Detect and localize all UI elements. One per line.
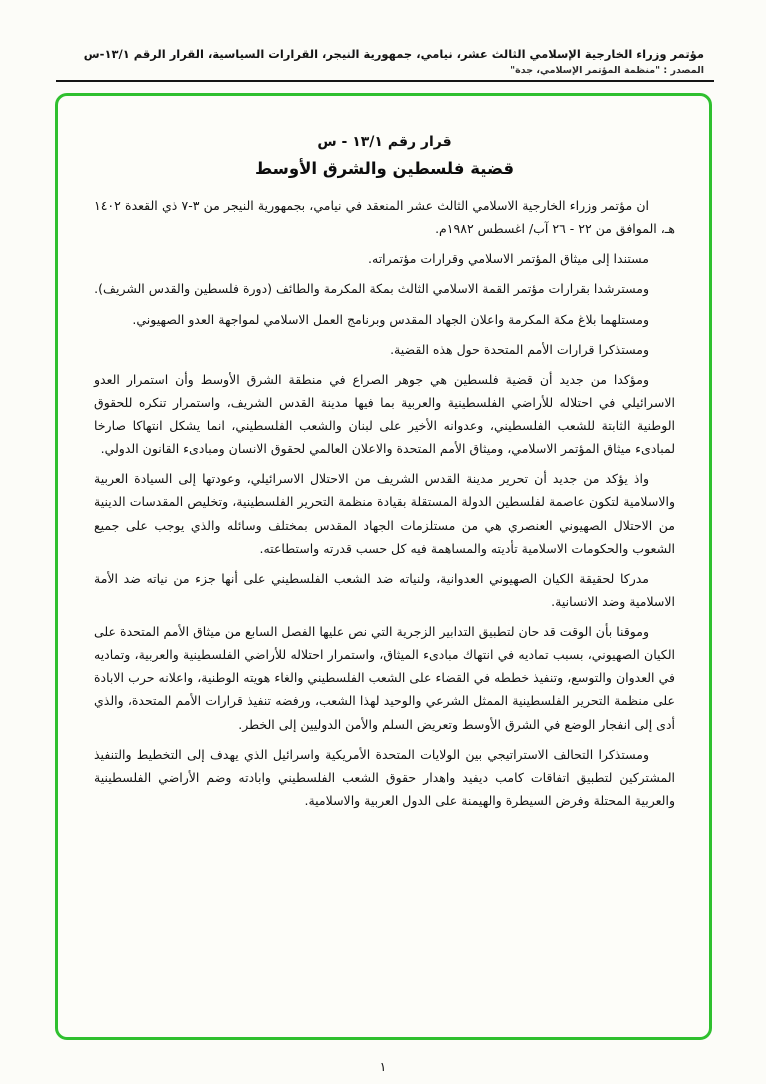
paragraph-strategic-alliance: ومستذكرا التحالف الاستراتيجي بين الولايات المتحدة الأمريكية واسرائيل الذي يهدف إلى التخطيط والتنفيذ المشتركين لتطبيق اتفاقات كامب ديفيد واهدار حقوق الشعب الفلسطيني وابادته وضم الأراضي الفلسطينية والعربية المحتلة وفرض السيطرة والهيمنة على الدول العربية والاسلامية. [94, 746, 675, 808]
paragraph-zionist-intentions: مدركا لحقيقة الكيان الصهيوني العدوانية، ولنياته ضد الشعب الفلسطيني على أنها جزء من نياته ضد الأمة الاسلامية وضد الانسانية. [94, 570, 675, 609]
document-frame [55, 93, 712, 1040]
header-citation-line: مؤتمر وزراء الخارجية الإسلامي الثالث عشر، نيامي، جمهورية النيجر، القرارات السياسية، القرار الرقم ١٣/١-س [83, 47, 704, 61]
resolution-number-title: قرار رقم ١٣/١ - س [317, 134, 452, 150]
paragraph-core-conflict: ومؤكدا من جديد أن قضية فلسطين هي جوهر الصراع في منطقة الشرق الأوسط وأن استمرار العدو الاسرائيلي في احتلاله للأراضي الفلسطينية والعربية بما فيها مدينة القدس الشريف، واستمرار تنكره للحقوق الوطنية الثابتة للشعب الفلسطيني، وعدوانه الأخير على لبنان والشعب الفلسطيني، انما يشكل انتهاكا صارخا لمبادىء ميثاق المؤتمر الاسلامي، وميثاق الأمم المتحدة والاعلان العالمي لحقوق الانسان ومبادىء القانون الدولي. [94, 371, 675, 457]
paragraph-un-resolutions: ومستذكرا قرارات الأمم المتحدة حول هذه القضية. [390, 341, 649, 357]
paragraph-charter-basis: مستندا إلى ميثاق المؤتمر الاسلامي وقرارات مؤتمراته. [368, 251, 649, 267]
paragraph-summit-guidance: ومسترشدا بقرارات مؤتمر القمة الاسلامي الثالث بمكة المكرمة والطائف (دورة فلسطين والقدس الشريف). [94, 281, 649, 297]
paragraph-jerusalem-liberation: واذ يؤكد من جديد أن تحرير مدينة القدس الشريف من الاحتلال الاسرائيلي، وعودتها إلى السيادة العربية والاسلامية لتكون عاصمة لفلسطين الدولة المستقلة بقيادة منظمة التحرير الفلسطينية، وتخليص المقدسات الدينية من الاحتلال الصهيوني العنصري هي من مستلزمات الجهاد المقدس بمختلف وسائله والذي يوجب على جميع الشعوب والحكومات الاسلامية تأديته والمساهمة فيه كل حسب قدرته واستطاعته. [94, 471, 675, 556]
header-divider [56, 80, 714, 82]
resolution-body [94, 194, 675, 812]
resolution-subject-title: قضية فلسطين والشرق الأوسط [254, 159, 515, 178]
document-header [58, 46, 704, 76]
paragraph-preamble: ان مؤتمر وزراء الخارجية الاسلامي الثالث عشر المنعقد في نيامي، بجمهورية النيجر من ٣-٧ ذي القعدة ١٤٠٢ هـ، الموافق من ٢٢ - ٢٦ آب/ اغسطس ١٩٨٢م. [94, 198, 675, 237]
page-number: ١ [379, 1059, 387, 1074]
paragraph-mecca-declaration: ومستلهما بلاغ مكة المكرمة واعلان الجهاد المقدس وبرنامج العمل الاسلامي لمواجهة العدو الصهيوني. [132, 311, 649, 327]
paragraph-chapter-seven: وموقنا بأن الوقت قد حان لتطبيق التدابير الزجرية التي نص عليها الفصل السابع من ميثاق الأمم المتحدة على الكيان الصهيوني، بسبب تماديه في انتهاك مبادىء الميثاق، واستمرار احتلاله للأراضي الفلسطينية والعربية، وتماديه في العدوان والتوسع، وتنفيذ خططه في القضاء على الشعب الفلسطيني والغاء هويته الوطنية، واعلانه حرب الابادة على منظمة التحرير الفلسطينية الممثل الشرعي والوحيد لهذا الشعب، ورفضه تنفيذ قرارات الأمم المتحدة، والذي أدى إلى انفجار الوضع في الشرق الأوسط وتعريض السلم والأمن الدوليين إلى الخطر. [94, 624, 675, 732]
header-source-line: المصدر : "منظمة المؤتمر الإسلامي، جدة" [510, 65, 704, 77]
